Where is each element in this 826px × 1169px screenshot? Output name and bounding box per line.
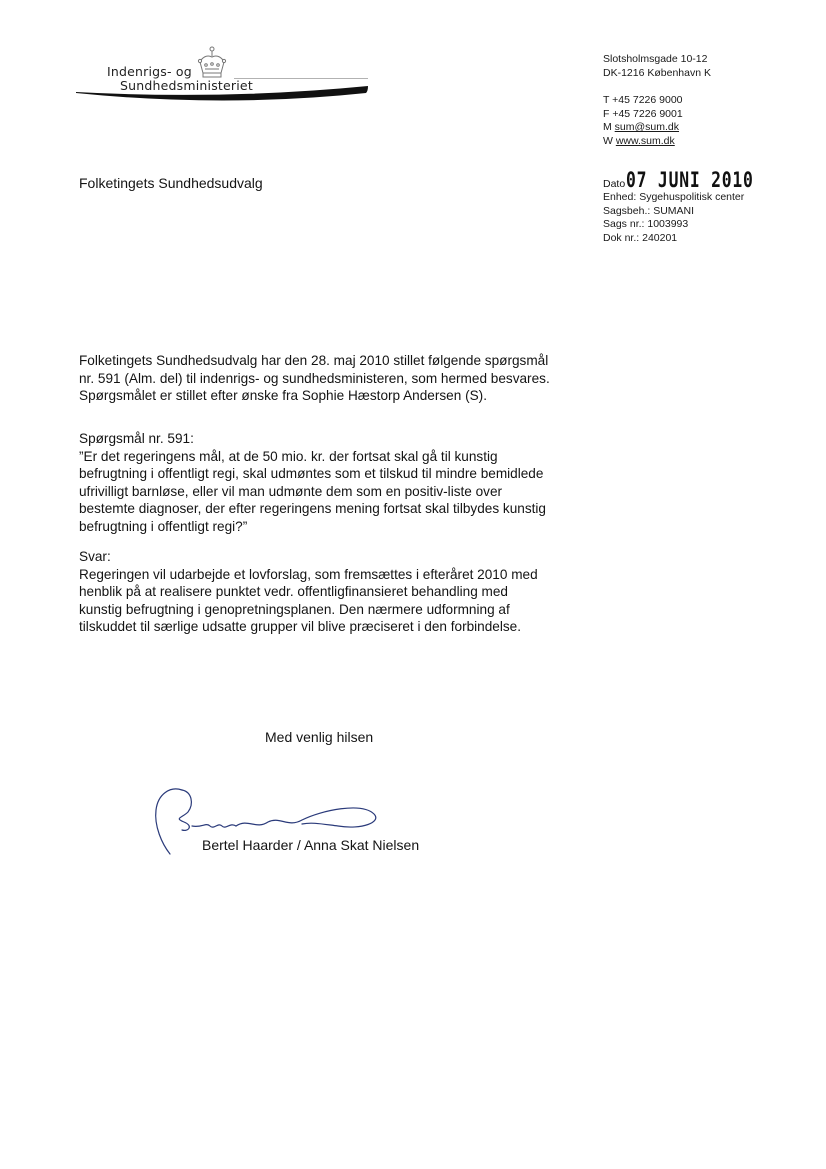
text-line: henblik på at realisere punktet vedr. offentligfinansieret behandling med	[79, 584, 508, 600]
text-line: befrugtning i offentligt regi?”	[79, 518, 248, 534]
text-line: befrugtning i offentligt regi, skal udmøntes som et tilskud til mindre bemidlede	[79, 466, 544, 482]
royal-crown-icon	[194, 46, 230, 80]
text-line: kunstig befrugtning i genopretningsplanen. Den nærmere udformning af	[79, 601, 510, 617]
question-paragraph	[79, 430, 599, 536]
contact-web-link[interactable]: www.sum.dk	[615, 134, 675, 147]
text-line: bestemte diagnoser, der efter regeringens mening fortsat skal tilbydes kunstig	[79, 501, 546, 517]
signer-names: Bertel Haarder / Anna Skat Nielsen	[202, 837, 420, 853]
address-block	[603, 53, 711, 80]
recipient: Folketingets Sundhedsudvalg	[79, 175, 263, 191]
contact-web-prefix: W	[603, 134, 616, 147]
question-heading: Spørgsmål nr. 591:	[79, 431, 194, 446]
ministry-name-line1: Indenrigs- og	[107, 64, 192, 79]
logo-swoosh	[74, 78, 370, 104]
address-city: DK-1216 København K	[603, 66, 711, 79]
meta-dok-nr: Dok nr.: 240201	[603, 231, 678, 244]
contact-web-row	[603, 135, 683, 149]
ministry-name-line2: Sundhedsministeriet	[120, 78, 253, 93]
date-row	[603, 168, 790, 192]
meta-enhed: Enhed: Sygehuspolitisk center	[603, 191, 745, 203]
text-line: Folketingets Sundhedsudvalg har den 28. maj 2010 stillet følgende spørgsmål	[79, 353, 549, 368]
contact-mail-link[interactable]: sum@sum.dk	[614, 121, 680, 133]
text-line: Regeringen vil udarbejde et lovforslag, som fremsættes i efteråret 2010 med	[79, 566, 538, 582]
date-stamp: 07 JUNI 2010	[626, 168, 754, 192]
address-street: Slotsholmsgade 10-12	[603, 53, 708, 65]
text-line: tilskuddet til særlige udsatte grupper vil blive præciseret i den forbindelse.	[79, 619, 522, 635]
text-line: ”Er det regeringens mål, at de 50 mio. kr. der fortsat skal gå til kunstig	[79, 448, 498, 464]
text-line: nr. 591 (Alm. del) til indenrigs- og sundhedsministeren, som hermed besvares.	[79, 370, 550, 386]
contact-fax: F +45 7226 9001	[603, 107, 683, 120]
contact-block	[603, 94, 683, 148]
answer-heading: Svar:	[79, 549, 111, 564]
meta-sags-nr: Sags nr.: 1003993	[603, 218, 689, 230]
date-label: Dato	[603, 178, 626, 190]
case-meta	[603, 191, 744, 245]
contact-phone: T +45 7226 9000	[603, 94, 683, 106]
closing-greeting: Med venlig hilsen	[265, 729, 374, 745]
intro-paragraph	[79, 352, 599, 405]
text-line: ufrivilligt barnløse, eller vil man udmønte dem som en positiv-liste over	[79, 483, 503, 499]
contact-mail-row	[603, 121, 683, 135]
text-line: Spørgsmålet er stillet efter ønske fra Sophie Hæstorp Andersen (S).	[79, 388, 487, 404]
contact-mail-prefix: M	[603, 121, 615, 133]
answer-paragraph	[79, 548, 599, 636]
meta-sagsbeh: Sagsbeh.: SUMANI	[603, 204, 695, 217]
